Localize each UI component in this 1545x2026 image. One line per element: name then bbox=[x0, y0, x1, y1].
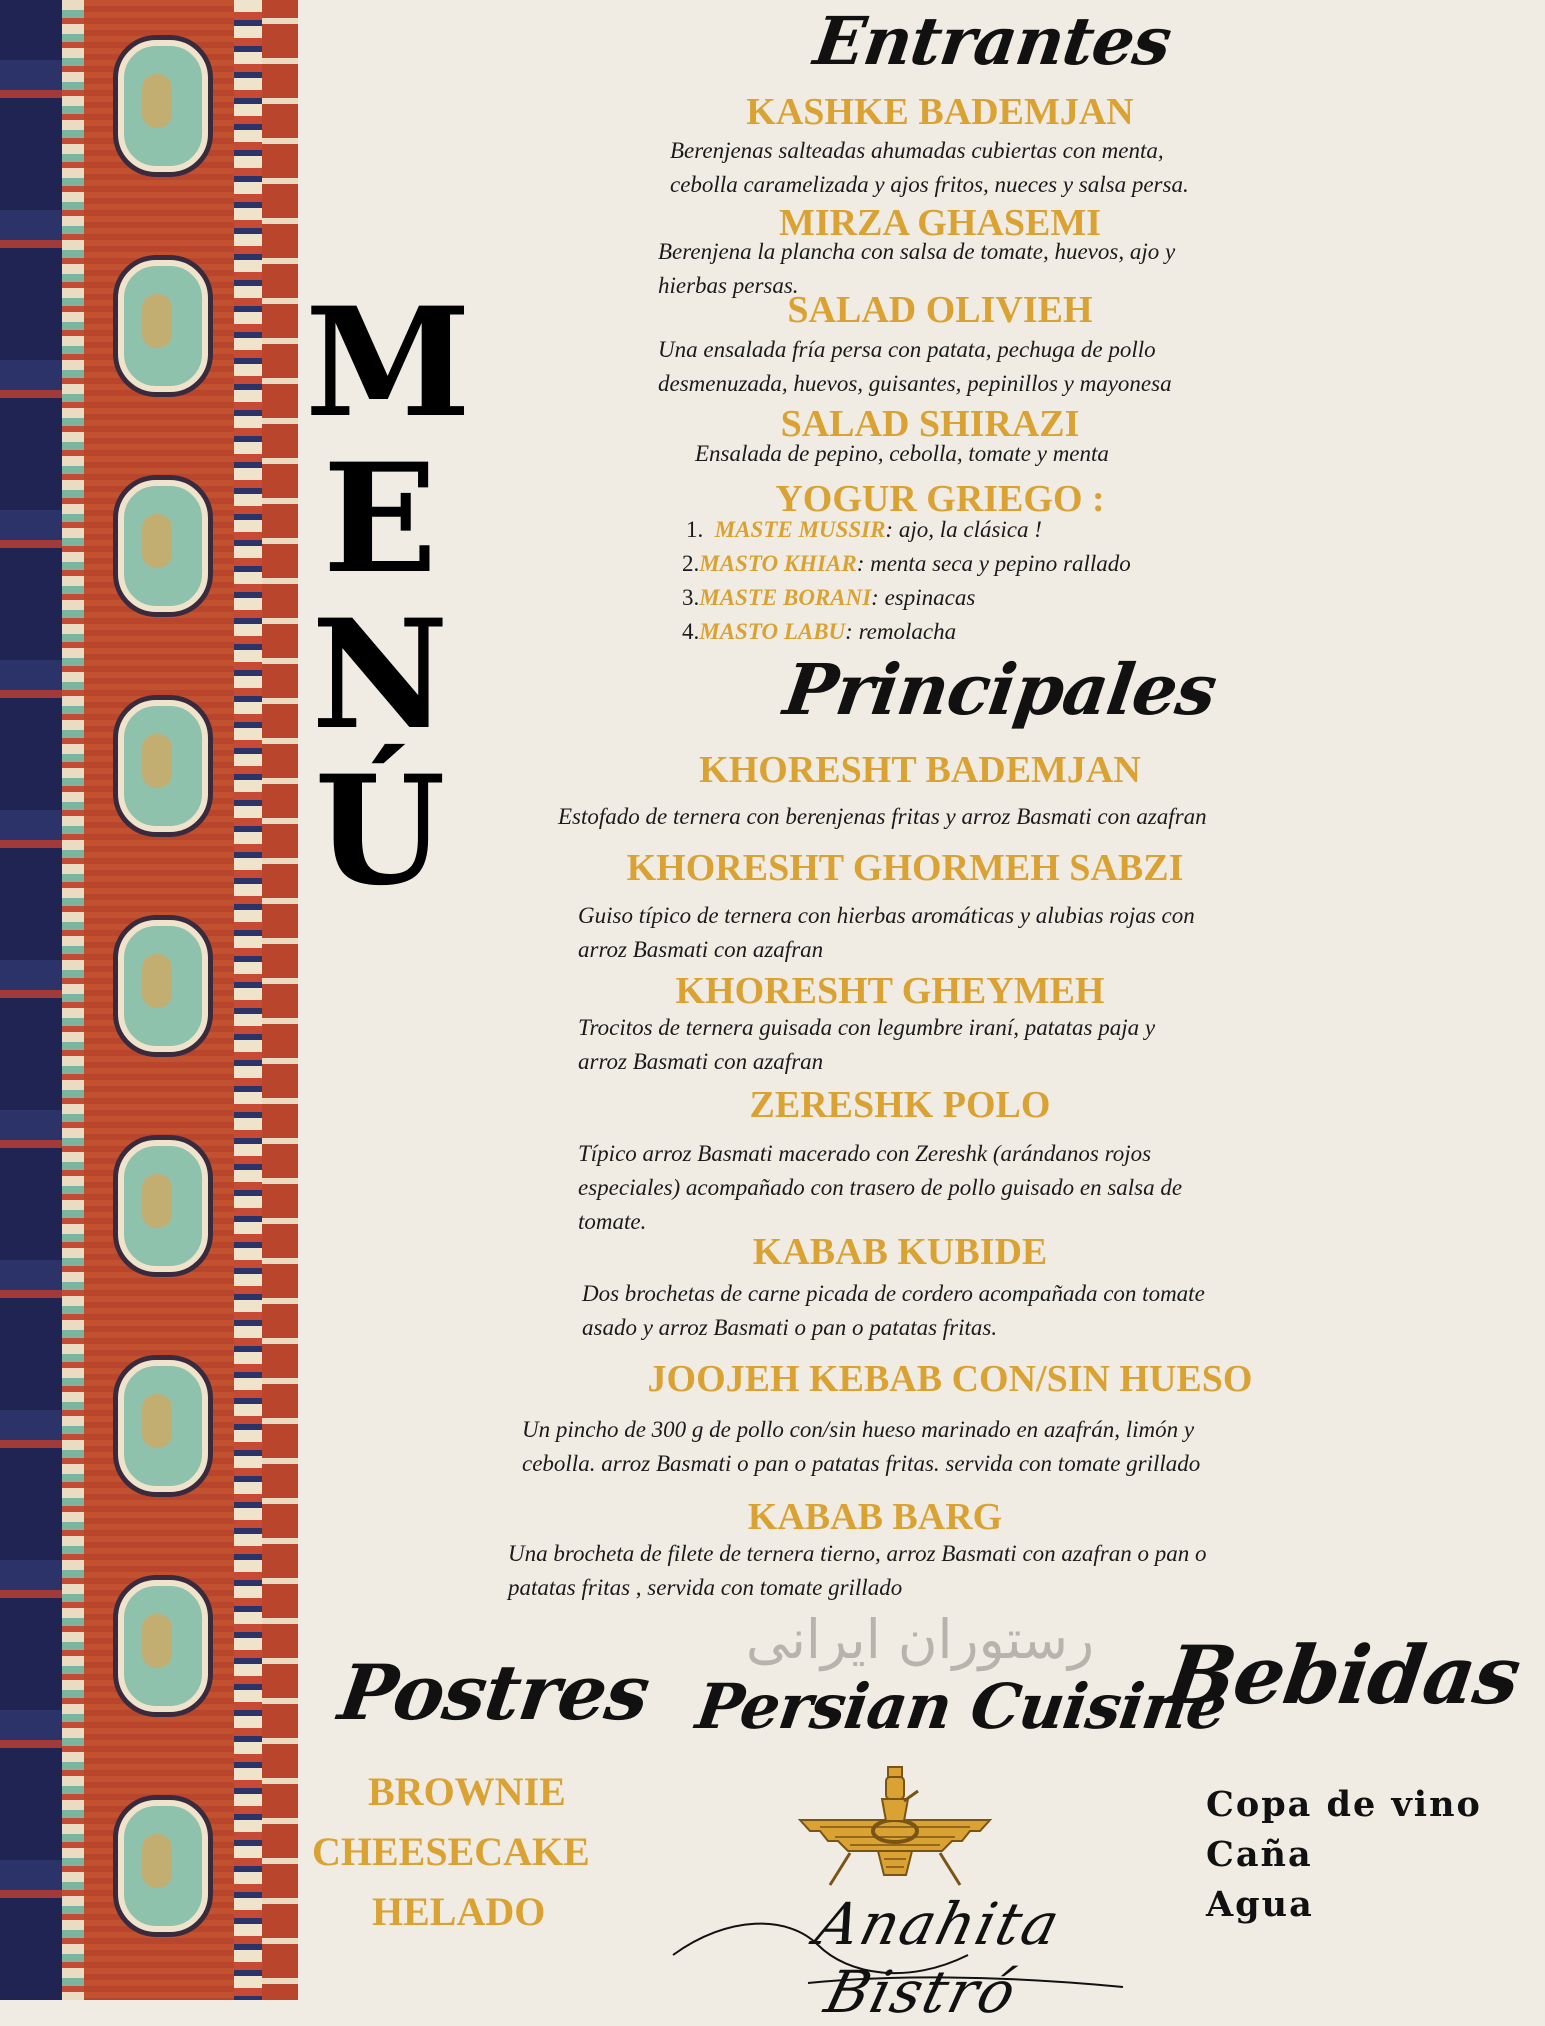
menu-title-letter: E bbox=[322, 431, 438, 607]
section-title-entrantes: Entrantes bbox=[809, 2, 1176, 80]
carpet-image bbox=[0, 0, 298, 2000]
dish-description: Típico arroz Basmati macerado con Zereshk (arándanos rojos especiales) acompañado con trasero de pollo guisado en salsa de tomate. bbox=[578, 1141, 1183, 1234]
dish-description: Estofado de ternera con berenjenas fritas y arroz Basmati con azafran bbox=[558, 804, 1207, 829]
dish-name: KABAB BARG bbox=[747, 1496, 1003, 1538]
dessert-item: BROWNIE bbox=[368, 1769, 566, 1814]
dish-description: Berenjenas salteadas ahumadas cubiertas con menta, cebolla caramelizada y ajos fritos, nueces y salsa persa. bbox=[670, 138, 1189, 197]
yogur-list bbox=[682, 513, 1131, 649]
drink-item: Agua bbox=[1206, 1884, 1314, 1925]
dish-name: KASHKE BADEMJAN bbox=[746, 91, 1134, 133]
section-title-principales: Principales bbox=[779, 648, 1221, 731]
brand-tagline: Persian Cuisine bbox=[691, 1670, 1231, 1743]
menu-title bbox=[305, 275, 472, 919]
dish-name: MIRZA GHASEMI bbox=[779, 202, 1101, 244]
dessert-item: HELADO bbox=[372, 1889, 546, 1934]
brand-name: Anahita Bistró bbox=[809, 1890, 1068, 2026]
list-item: 2.MASTO KHIAR: menta seca y pepino rallado bbox=[682, 551, 1131, 576]
menu-title-letter: Ú bbox=[314, 743, 446, 919]
menu-title-letter: M bbox=[305, 275, 472, 451]
dish-name: KABAB KUBIDE bbox=[752, 1231, 1048, 1273]
dessert-item: CHEESECAKE bbox=[312, 1829, 590, 1874]
dish-name: JOOJEH KEBAB CON/SIN HUESO bbox=[647, 1358, 1253, 1400]
dish-description: Dos brochetas de carne picada de cordero acompañada con tomate asado y arroz Basmati o pan o patatas fritas. bbox=[582, 1281, 1205, 1340]
yogur-title: YOGUR GRIEGO : bbox=[775, 478, 1105, 520]
dish-description: Ensalada de pepino, cebolla, tomate y menta bbox=[695, 441, 1109, 466]
dish-name: ZERESHK POLO bbox=[749, 1084, 1051, 1126]
dish-description: Una brocheta de filete de ternera tierno, arroz Basmati con azafran o pan o patatas fritas , servida con tomate grillado bbox=[508, 1541, 1207, 1600]
list-item: 4.MASTO LABU: remolacha bbox=[682, 619, 957, 644]
section-title-bebidas: Bebidas bbox=[1161, 1628, 1526, 1722]
drink-item: Caña bbox=[1206, 1834, 1313, 1875]
menu-title-letter: N bbox=[311, 587, 449, 763]
dish-name: KHORESHT GHORMEH SABZI bbox=[626, 847, 1184, 889]
dish-name: KHORESHT BADEMJAN bbox=[699, 749, 1141, 791]
drink-item: Copa de vino bbox=[1206, 1784, 1482, 1825]
dish-description: Guiso típico de ternera con hierbas aromáticas y alubias rojas con arroz Basmati con azafran bbox=[578, 903, 1195, 962]
dish-description: Un pincho de 300 g de pollo con/sin hueso marinado en azafrán, limón y cebolla. arroz Basmati o pan o patatas fritas. servida con tomate grillado bbox=[522, 1417, 1201, 1476]
dish-description: Trocitos de ternera guisada con legumbre iraní, patatas paja y arroz Basmati con azafran bbox=[578, 1015, 1156, 1074]
dish-name: SALAD OLIVIEH bbox=[787, 289, 1093, 331]
section-title-postres: Postres bbox=[333, 1648, 655, 1737]
dish-name: SALAD SHIRAZI bbox=[780, 403, 1080, 445]
dish-name: KHORESHT GHEYMEH bbox=[675, 970, 1105, 1012]
list-item: 1. MASTE MUSSIR: ajo, la clásica ! bbox=[686, 517, 1042, 542]
list-item: 3.MASTE BORANI: espinacas bbox=[682, 585, 976, 610]
farsi-restaurant-name: رستوران ایرانی bbox=[745, 1608, 1095, 1671]
dish-description: Una ensalada fría persa con patata, pechuga de pollo desmenuzada, huevos, guisantes, pepinillos y mayonesa bbox=[658, 337, 1172, 396]
dish-description: Berenjena la plancha con salsa de tomate, huevos, ajo y hierbas persas. bbox=[658, 239, 1176, 298]
